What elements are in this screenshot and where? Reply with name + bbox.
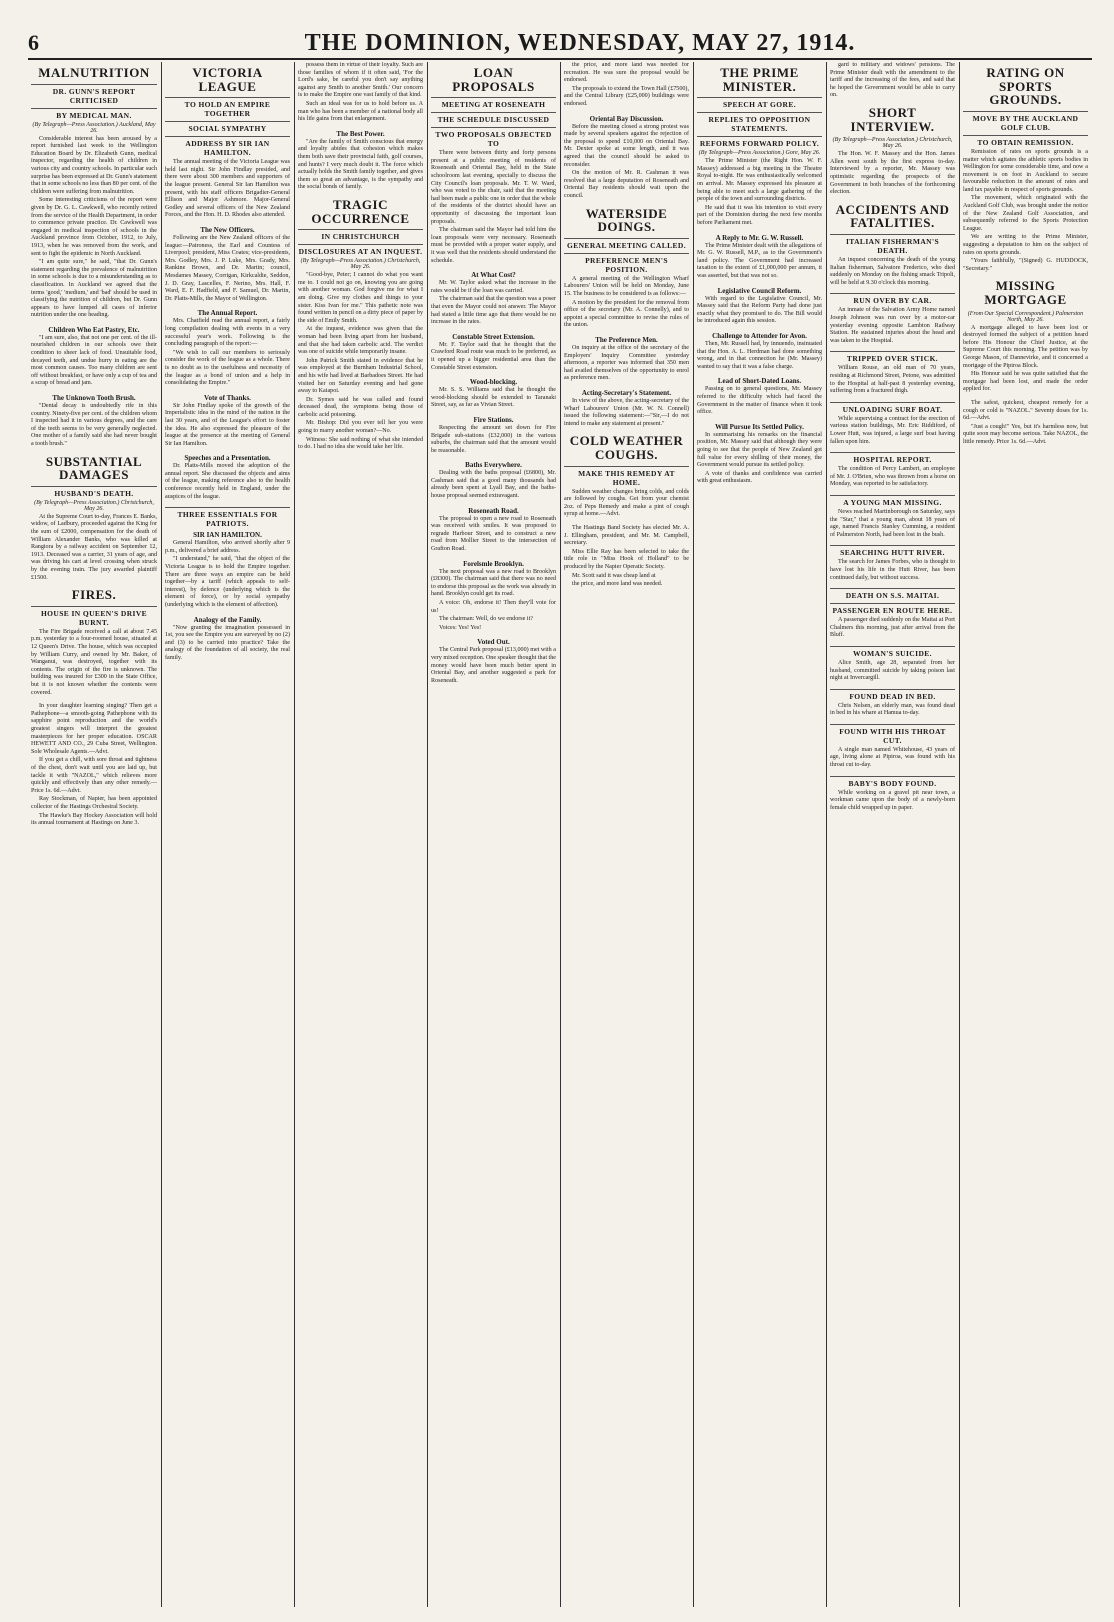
column-2 [161, 62, 293, 1607]
paragraph: "Now granting the imagination possessed in 1st, you see the Empire you are surveyed by no (2) and (3) to be carried into practice? Take the analogy of the foundation of all society, the real family. [165, 624, 290, 661]
paragraph: News reached Martinborough on Saturday, says the "Star," that a young man, about 18 years of age, named Francis Stanley Cumming, a resident of Palmerston North, had been lost in the bush. [830, 508, 955, 538]
article [697, 287, 822, 326]
column-3 [294, 62, 426, 1607]
dateline: (By Telegraph—Press Association.) Christchurch, May 26. [300, 258, 421, 271]
column-4 [427, 62, 559, 1607]
dateline: (By Telegraph—Press Association.) Gore, May 26. [698, 150, 821, 157]
paragraph: Passing on to general questions, Mr. Massey referred to the difficulty which had faced the Government in the matter of finance when it took office. [697, 386, 822, 416]
paragraph: "Dental decay is undoubtedly rife in this country. Ninety-five per cent. of the children whom I inspected had it in various degrees, and the care of the teeth seems to be very generally neglected. One mother of a family said she had never bought a tooth brush." [31, 403, 157, 448]
subheading: THREE ESSENTIALS FOR PATRIOTS. [165, 507, 290, 528]
article [830, 724, 955, 770]
article [431, 638, 556, 685]
section-heading: Forelsmle Brooklyn. [463, 559, 524, 568]
paragraph: At the inquest, evidence was given that the woman had been living apart from her husband, and that she had taken carbolic acid. The verdict was one of suicide while temporarily insane. [298, 326, 423, 356]
article [298, 62, 423, 124]
paragraph: The chairman said that the question was a poser that even the Mayor could not answer. The Mayor had stated a little time ago that there would be no increase in the rates. [431, 296, 556, 326]
section-heading: Speeches and a Presentation. [184, 454, 271, 463]
subheading: MOVE BY THE AUCKLAND GOLF CLUB. [963, 111, 1088, 132]
article [830, 452, 955, 489]
article [165, 226, 290, 303]
headline: COLD WEATHER COUGHS. [569, 433, 684, 462]
paragraph: A mortgage alleged to have been lost or destroyed formed the subject of a petition heard before His Honour the Chief Justice, at the Supreme Court this morning. The petition was by George Mason, of Dannevirke, and it concerned a mortgage of the Pipiroa Block. [963, 324, 1088, 369]
column-1 [28, 62, 160, 1607]
paragraph: Alice Smith, age 28, separated from her husband, committed suicide by taking poison last night at Invercargill. [830, 659, 955, 682]
paragraph: The search for James Forbes, who is thought to have lost his life in the Hutt River, has been continued daily, but without success. [830, 559, 955, 581]
section-heading: Vote of Thanks. [204, 393, 251, 402]
paragraph: Mr. Bishop: Did you ever tell her you were going to marry another woman?—No. [298, 420, 423, 435]
paragraph: A voice: Oh, endorse it! Then they'll vote for us! [431, 600, 556, 614]
paragraph: "We wish to call our members to seriously consider the work of the league as a whole. There is no doubt as to the usefulness and necessity of the league as a bond of union and a help in consolidating the Empire." [165, 349, 290, 387]
paragraph: Sudden weather changes bring colds, and colds are followed by coughs. Get from your chemist 2oz. of Peps Remedy and make a pint of cough syrup at home.—Advt. [564, 488, 689, 518]
section-heading: The Preference Men. [595, 335, 658, 344]
subheading: ADDRESS BY SIR IAN HAMILTON. [165, 136, 290, 157]
paragraph: Witness: She said nothing of what she intended to do. I had no idea she would take her life. [298, 436, 423, 451]
column-7 [826, 62, 958, 1607]
article [564, 389, 689, 428]
subheading: FOUND DEAD IN BED. [830, 689, 955, 701]
paragraph: Mr. Scott said it was cheap land at [572, 572, 656, 579]
article [165, 309, 290, 387]
dateline: (By Telegraph—Press Association.) Christchurch, May 26. [832, 137, 953, 150]
article [830, 203, 955, 288]
headline: RATING ON SPORTS GROUNDS. [986, 65, 1065, 108]
article [431, 378, 556, 410]
subheading: SPEECH AT GORE. [697, 97, 822, 109]
paragraph: The Prime Minister dealt with the allegations of Mr. G. W. Russell, M.P., as to the Government's land policy. The Government had increased taxation to the extent of £1,000,000 per annum, it was asserted, but that was not so. [697, 242, 822, 279]
paragraph: The condition of Percy Lambert, an employee of Mr. J. O'Brien, who was thrown from a horse on Monday, was reported to be satisfactory. [830, 466, 955, 488]
article [298, 130, 423, 192]
paragraph: In summarising his remarks on the financial position, Mr. Massey said that although they were going to see that the people of New Zealand got full value for every shilling of their money, the Government would pursue its settled policy. [697, 431, 822, 469]
section-heading: Challenge to Attender for Avon. [712, 331, 807, 340]
section-heading: Analogy of the Family. [193, 615, 262, 624]
paragraph: Before the meeting closed a strong protest was made by several speakers against the rejection of the proposal to spend £10,000 on Oriental Bay. Mr. Dexter spoke at some length, and it was agreed that the council should be asked to reconsider. [564, 123, 689, 168]
paragraph: Mr. W. Taylor asked what the increase in the rates would be if the loan was carried. [431, 280, 556, 294]
article [31, 326, 157, 388]
paragraph: The Central Park proposal (£13,000) met with a very mixed reception. One speaker thought that the money would have been much better spent in Oriental Bay, and another suggested a park for Roseneath. [431, 647, 556, 684]
paragraph: The Prime Minister (the Right Hon. W. F. Massey) addressed a big meeting in the Theatre Royal to-night. He was enthusiastically welcomed on arrival. Mr. Massey expressed his pleasure at being able to meet such a large gathering of the people of the town and surrounding districts. [697, 158, 822, 203]
headline: LOAN PROPOSALS [452, 65, 535, 94]
subheading: REFORMS FORWARD POLICY. [697, 136, 822, 148]
section-heading: The Unknown Tooth Brush. [52, 394, 136, 403]
paragraph: Remission of rates on sports grounds is a matter which agitates the athletic sports bodies in Wellington for some considerable time, and now a movement is on foot in Auckland to secure favourable reduction in the amount of rates and land tax payable in respect of sports grounds. [963, 148, 1088, 193]
article [31, 66, 157, 320]
article [431, 66, 556, 265]
subheading: IN CHRISTCHURCH [298, 229, 423, 241]
paragraph: His Honour said he was quite satisfied that the mortgage had been lost, and made the order applied for. [963, 371, 1088, 393]
paragraph: Sir John Findlay spoke of the growth of the Imperialistic idea in the mind of the nation in the last 30 years, and of the League's effort to foster the idea. He also expressed the pleasure of the league at the presence at the meeting of General Sir Ian Hamilton. [165, 402, 290, 447]
column-8 [959, 62, 1091, 1607]
article [830, 776, 955, 813]
article [830, 545, 955, 582]
subheading: FOUND WITH HIS THROAT CUT. [830, 724, 955, 745]
headline: WATERSIDE DOINGS. [585, 205, 668, 235]
article [298, 198, 423, 452]
paragraph: "I understand," he said, "that the object of the Victoria League is to hold the Empire together. There are three ways an empire can be held together—by a tariff (which appeals to self-interest), by defence (underlying which is the element of force), or by social sympathy (underlying which is the element of affection). [165, 556, 290, 608]
paragraph: The Hawke's Bay Hockey Association will hold its annual tournament at Hastings on June 3. [31, 812, 157, 827]
paragraph: possess them in virtue of their loyalty. Such are those families of whom if it often said, 'For the Lord's sake, be careful you don't say anything against any Smith to another Smith.' Our concern is to make the Empire one vast family of that kind. [298, 62, 423, 99]
section-heading: Acting-Secretary's Statement. [581, 388, 672, 397]
paragraph: On inquiry at the office of the secretary of the Employers' Inquiry Committee yesterday afternoon, a reporter was informed that 350 men had availed themselves of the opportunity to enrol as preference men. [564, 344, 689, 382]
masthead [28, 30, 1092, 60]
subheading: REPLIES TO OPPOSITION STATEMENTS. [697, 112, 822, 133]
paragraph: He said that it was his intention to visit every part of the Dominion during the next few months before Parliament met. [697, 204, 822, 227]
paragraph: While supervising a contract for the erection of various station buildings, Mr. Eric Riddiford, of Lower Hutt, was injured, a large surf boat having fallen upon him. [830, 415, 955, 445]
column-6 [693, 62, 825, 1607]
article [431, 271, 556, 327]
article [963, 400, 1088, 447]
paragraph: A vote of thanks and confidence was carried with great enthusiasm. [697, 470, 822, 485]
section-heading: Roseneath Road. [468, 506, 519, 515]
article [830, 495, 955, 539]
column-5 [560, 62, 692, 1607]
section-heading: A Reply to Mr. G. W. Russell. [715, 233, 804, 242]
section-heading: Lead of Short-Dated Loans. [717, 377, 802, 386]
headline: MISSING MORTGAGE [984, 278, 1067, 308]
paragraph: The chairman: Well, do we endorse it? [439, 616, 533, 623]
subheading: BY MEDICAL MAN. [31, 108, 157, 120]
paragraph: "Just a cough!" Yes, but it's harmless now, but quite soon may become serious. Take NAZOL, the little remedy. Price 1s. 6d.—Advt. [963, 423, 1088, 446]
article [431, 507, 556, 554]
paragraph: Chris Nelsen, an elderly man, was found dead in bed in his whare at Hamua to-day. [830, 702, 955, 717]
paragraph: The next proposal was a new road to Brooklyn (£8300). The chairman said that there was no need to endorse this proposal as the work was already in hand. Brooklyn could get its road. [431, 568, 556, 598]
subheading: DEATH ON S.S. MAITAI. [830, 588, 955, 600]
article [830, 402, 955, 446]
subheading: PASSENGER EN ROUTE HERE. [830, 603, 955, 615]
subheading: UNLOADING SURF BOAT. [830, 402, 955, 414]
article [830, 62, 955, 100]
paragraph: While working on a gravel pit near town, a workman came upon the body of a newly-born female child wrapped up in paper. [830, 789, 955, 811]
article [165, 454, 290, 501]
headline: ACCIDENTS AND FATALITIES. [835, 201, 950, 231]
paragraph: the price, and more land was needed. [572, 581, 663, 588]
subheading: TWO PROPOSALS OBJECTED TO [431, 127, 556, 148]
article [830, 106, 955, 197]
section-heading: Will Pursue Its Settled Policy. [715, 422, 804, 431]
paragraph: A single man named Whitehouse, 43 years of age, living alone at Pipiroa, was found with his throat cut to-day. [830, 746, 955, 769]
paragraph: William Rouse, an old man of 70 years, residing at Richmond Street, Petone, was admitted to the Hospital at half-past 8 yesterday evening, suffering from a fractured thigh. [830, 365, 955, 395]
subheading: ITALIAN FISHERMAN'S DEATH. [830, 234, 955, 255]
article [963, 279, 1088, 394]
headline: MALNUTRITION [38, 65, 150, 80]
paragraph: With regard to the Legislative Council, Mr. Massey said that the Reform Party had done just exactly what they promised to do. The Bill would be introduced again this session. [697, 295, 822, 325]
article [830, 689, 955, 718]
article [431, 560, 556, 633]
article [697, 423, 822, 486]
paragraph: Considerable interest has been aroused by a report furnished last week to the Wellington Education Board by Dr. Elizabeth Gunn, medical inspector, regarding the health of children in various city and country schools. In particular such surprise has been expressed at Dr. Gunn's statement that in some schools no less than 80 per cent. of the children were suffering from malnutrition. [31, 135, 157, 195]
paragraph: An inmate of the Salvation Army Home named Joseph Johnson was run over by a motor-car yesterday evening opposite Lambton Railway Station. He sustained injuries about the head and was taken to the Hospital. [830, 307, 955, 344]
subheading: TRIPPED OVER STICK. [830, 351, 955, 363]
section-heading: Legislative Council Reform. [717, 286, 802, 295]
paragraph: Mrs. Chatfield read the annual report, a fairly long compilation dealing with events in a very successful year's work. Following is the concluding paragraph of the report:— [165, 318, 290, 348]
paragraph: Such an ideal was for us to hold before us. A man who has been a member of a national body all his life gains from that enlargement. [298, 100, 423, 123]
subheading: GENERAL MEETING CALLED. [564, 238, 689, 250]
subheading: PREFERENCE MEN'S POSITION. [564, 253, 689, 274]
paragraph: We are writing to the Prime Minister, suggesting a deputation to him on the subject of rates on sports grounds. [963, 234, 1088, 256]
article [830, 646, 955, 683]
article [165, 66, 290, 220]
article [31, 588, 157, 697]
section-heading: The Best Power. [336, 129, 385, 138]
paragraph: Dealing with the baths proposal (£6800), Mr. Cashman said that a good many thousands had already been spent at Lyall Bay, and the baths-house proposal seemed extravagant. [431, 470, 556, 500]
article [697, 234, 822, 281]
article [165, 394, 290, 449]
section-heading: The Annual Report. [197, 309, 258, 318]
subheading: WOMAN'S SUICIDE. [830, 646, 955, 658]
headline: VICTORIA LEAGUE [192, 65, 263, 94]
article [564, 434, 689, 519]
article [31, 703, 157, 828]
section-heading: Fire Stations. [473, 415, 514, 424]
paragraph: A passenger died suddenly on the Maitai at Port Chalmers this morning, just after arrival from the Bluff. [830, 617, 955, 639]
section-heading: Oriental Bay Discussion. [589, 114, 664, 123]
section-heading: The New Officers. [200, 226, 255, 235]
paragraph: Mr. S. S. Williams said that he thought the wood-blocking should be extended to Taranaki Street, say, as far as Vivian Street. [431, 387, 556, 409]
article [564, 207, 689, 330]
article [31, 394, 157, 449]
headline: TRAGIC OCCURRENCE [311, 196, 410, 226]
article [830, 293, 955, 345]
dateline: (By Telegraph—Press Association.) Auckland, May 26. [32, 121, 156, 134]
paragraph: If you get a chill, with sore throat and tightness of the chest, don't wait until you are laid up, but tackle it with "NAZOL," which relieves more quickly and effectively than any other remedy.—Price 1s. 6d.—Advt. [31, 757, 157, 794]
paragraph: Dr. Symes said he was called and found deceased dead, the symptoms being those of carbolic acid poisoning. [298, 396, 423, 418]
article [564, 62, 689, 109]
paragraph: "I am sure, also, that not one per cent. of the ill-nourished children in our schools owe their condition to sheer lack of food. Unsuitable food, decayed teeth, and undue hurry in eating are the most common causes. Too many children are sent off without breakfast, or have only a cup of tea and a scrap of bread and jam. [31, 334, 157, 387]
paragraph: Following are the New Zealand officers of the league:—Patroness, the Earl and Countess of Liverpool; president, Miss Coates; vice-presidents, Mrs. Godley, Mrs. J. P. Luke, Mrs. Grady, Mrs. Rankine Brown, and Dr. Martin; council, Mesdames Massey, Corrigan, Kirkcaldie, Seddon, J. D. Gray, Lascelles, F. Nerino, Mrs. Hall, F. Ward, E. F. Hadfield, and F. Samuel, Dr. Martin, Dr. Platts-Mills, the Mayor of Wellington. [165, 235, 290, 302]
subheading: HOSPITAL REPORT. [830, 452, 955, 464]
paragraph: "Good-bye, Peter; I cannot do what you want me to. I could not go on, knowing you are going with another woman. God forgive me for what I am doing. Give my clothes and things to your sister. Kiss Ivan for me." This pathetic note was found written in pencil on a dirty piece of paper by the side of Emily Smith. [298, 272, 423, 324]
paragraph: Voices: Yes! Yes! [439, 624, 482, 631]
paragraph: The annual meeting of the Victoria League was held last night. Sir John Findlay presided, and there were about 300 members and supporters of the league present. General Sir Ian Hamilton was present, with his staff officers Brigadier-General Ellison and Major Ashmore. Major-General Godley and several officers of the New Zealand Forces, and the Hon. H. D. Rhodes also attended. [165, 159, 290, 219]
article [830, 351, 955, 395]
section-heading: Baths Everywhere. [465, 461, 522, 470]
article [564, 115, 689, 201]
paragraph: There were between thirty and forty persons present at a public meeting of residents of Roseneath and Oriental Bay, held in the State schoolroom last evening, specially to discuss the City Council's loan proposals. Mr. T. W. Ward, who was voted to the chair, said that the meeting had been made a public one in order that the whole of the residents of the district should have an opportunity of discussing the important loan proposals. [431, 150, 556, 225]
paragraph: The proposals to extend the Town Hall (£7500), and the Central Library (£25,000) buildings were endorsed. [564, 85, 689, 107]
paragraph: On the motion of Mr. R. Cashman it was resolved that a large deputation of Roseneath and Oriental Bay residents should wait upon the council. [564, 170, 689, 199]
paragraph: The movement, which originated with the Auckland Golf Club, was brought under the notice of the New Zealand Golf Association, and subsequently referred to the Sports Protection League. [963, 195, 1088, 232]
subheading: DR. GUNN'S REPORT CRITICISED [31, 84, 157, 105]
section-heading: SIR IAN HAMILTON. [193, 531, 262, 540]
paragraph: The Fire Brigade received a call at about 7.45 p.m. yesterday to a four-roomed house, situated at 12 Queen's Drive. The house, which was occupied by William Curry, and owned by Mr. Baker, of Wanganui, was destroyed, together with its contents. The origin of the fire is unknown. The building was insured for £300 in the State Office, but it is not known whether the contents were covered. [31, 628, 157, 696]
subheading: TO OBTAIN REMISSION. [963, 135, 1088, 147]
article [165, 616, 290, 663]
newspaper-title: THE DOMINION, WEDNESDAY, MAY 27, 1914. [304, 30, 856, 56]
subheading: TO HOLD AN EMPIRE TOGETHER [165, 97, 290, 118]
newspaper-columns [28, 62, 1092, 1607]
headline: FIRES. [71, 587, 117, 603]
article [830, 588, 955, 640]
subheading: SOCIAL SYMPATHY [165, 121, 290, 133]
article [697, 332, 822, 371]
article [31, 455, 157, 583]
subheading: THE SCHEDULE DISCUSSED [431, 112, 556, 124]
subheading: HOUSE IN QUEEN'S DRIVE BURNT. [31, 606, 157, 627]
paragraph: In your daughter learning singing? Then get a Pathephone—a smooth-going Pathephone with its sapphire point reproduction and the world's greatest singers will interpret the greatest masterpieces for her proper education. OSCAR HEWETT AND CO., 29 Cuba Street, Wellington. Sole Wholesale Agents.—Advt. [31, 703, 157, 755]
section-heading: Voted Out. [477, 638, 510, 647]
section-heading: Children Who Eat Pastry, Etc. [48, 325, 140, 334]
paragraph: "Yours faithfully, "(Signed) G. HUDDOCK, "Secretary." [963, 258, 1088, 272]
page-number: 6 [28, 30, 39, 55]
paragraph: "Are the family of Smith conscious that energy and loyalty abides that cohesion which makes them both save their provincial faith, golf courses, and hunts? I very much doubt it. The force which actually holds the Smith family together, and gives them so great an advantage, is the sympathy and the social bonds of family. [298, 138, 423, 191]
headline: THE PRIME MINISTER. [720, 65, 799, 94]
paragraph: In view of the above, the acting-secretary of the Wharf Labourers' Union (Mr. W. N. Connell) issued the following statement:—"Sir,—I do not intend to make any statement at present." [564, 397, 689, 427]
subheading: RUN OVER BY CAR. [830, 293, 955, 305]
paragraph: Some interesting criticisms of the report were given by Dr. G. L. Cawkwell, who recently retired from the service of the Health Department, in order to commence private practice. Dr. Cawkwell was engaged in medical inspection of schools in the Auckland province from October, 1912, to July, 1913, when he was removed from the work, and sent to fight the epidemic in North Auckland. [31, 197, 157, 257]
paragraph: Miss Ellie Ray has been selected to take the title role in "Miss Hook of Holland" to be produced by the Napier Operatic Society. [564, 548, 689, 570]
subheading: MEETING AT ROSENEATH [431, 97, 556, 109]
paragraph: the price, and more land was needed for recreation. He was sure the proposal would be endorsed. [564, 62, 689, 84]
paragraph: The Hon. W. F. Massey and the Hon. James Allen went south by the first express to-day. Interviewed by a reporter, Mr. Massey was optimistic regarding the prospects of the Government in both branches of the forthcoming election. [830, 151, 955, 196]
paragraph: The chairman said the Mayor had told him the loan proposals were very necessary. Roseneath must be provided with a proper water supply, and it was well that the residents should understand the schedule. [431, 227, 556, 264]
article [697, 66, 822, 228]
paragraph: The proposal to open a new road to Roseneath was received with smiles. It was proposed to regrade Harbour Street, and to construct a new road from Mollier Street to the intersection of Grafton Road. [431, 515, 556, 553]
paragraph: The Hastings Band Society has elected Mr. A. J. Ellingham, president, and Mr. M. Campbell, secretary. [564, 524, 689, 547]
paragraph: An inquest concerning the death of the young Italian fisherman, Salvatore Frederico, who died suddenly on Monday on the fishing smack Tripoli, will be held at 9.30 o'clock this morning. [830, 257, 955, 286]
headline: SUBSTANTIAL DAMAGES [45, 453, 143, 483]
article [431, 416, 556, 455]
subheading: DISCLOSURES AT AN INQUEST. [298, 244, 423, 256]
paragraph: Dr. Platts-Mills moved the adoption of the annual report. She discussed the objects and aims of the league, making reference also to the health conference recently held in England, under the auspices of the league. [165, 463, 290, 500]
article [431, 333, 556, 372]
subheading: A YOUNG MAN MISSING. [830, 495, 955, 507]
article [165, 507, 290, 609]
paragraph: Ray Stockman, of Napier, has been appointed collector of the Hastings Orchestral Society. [31, 796, 157, 810]
paragraph: A motion by the president for the removal from office of the secretary (Mr. A. Connelly), and to appoint a special committee to revise the rules of the union. [564, 299, 689, 329]
article [564, 525, 689, 589]
section-heading: Wood-blocking. [469, 378, 518, 387]
paragraph: John Patrick Smith stated in evidence that he was employed at the Burnham Industrial School, and his wife had lived at Barbadoes Street. He had visited her on Saturday evening and had gone away to Kaiapoi. [298, 357, 423, 395]
subheading: BABY'S BODY FOUND. [830, 776, 955, 788]
article [963, 66, 1088, 273]
paragraph: A general meeting of the Wellington Wharf Labourers' Union will be held on Monday, June 15. The business to be considered is as follows:— [564, 275, 689, 297]
subheading: MAKE THIS REMEDY AT HOME. [564, 466, 689, 487]
subheading: SEARCHING HUTT RIVER. [830, 545, 955, 557]
paragraph: The safest, quickest, cheapest remedy for a cough or cold is "NAZOL." Seventy doses for 1s. 6d.—Advt. [963, 400, 1088, 422]
paragraph: "I am quite sure," he said, "that Dr. Gunn's statement regarding the prevalence of malnutrition in some schools is due to a misunderstanding as to classification. In Auckland we agreed that the terms 'good,' 'medium,' and 'bad' should be used in classifying the nutrition of children, but Dr. Gunn appears to have lumped all cases of inferior nutrition under the one heading. [31, 259, 157, 319]
section-heading: At What Cost? [471, 271, 516, 280]
article [697, 377, 822, 416]
paragraph: Respecting the amount set down for Fire Brigade sub-stations (£32,000) in the various suburbs, the chairman said that the amount would be reasonable. [431, 424, 556, 454]
paragraph: gard to military and widows' pensions. The Prime Minister dealt with the amendment to the tariff and the increasing of the fees, and said that he hoped the Government would be able to carry on. [830, 62, 955, 99]
article [431, 461, 556, 500]
paragraph: Mr. F. Taylor said that he thought that the Crawford Road route was much to be preferred, as it opened up a bigger residential area than the Constable Street extension. [431, 341, 556, 371]
section-heading: Constable Street Extension. [452, 332, 535, 341]
paragraph: General Hamilton, who arrived shortly after 9 p.m., delivered a brief address. [165, 540, 290, 554]
article [564, 336, 689, 383]
paragraph: At the Supreme Court to-day, Frances E. Banks, widow, of Ladbury, proceeded against the King for the sum of £2000, compensation for the death of William Alexander Banks, who was killed at Rangiora by a railway accident on September 12, 1913. Deceased was a carrier, 31 years of age, and was driving his cart at level crossing when struck by the evening train. The jury awarded plaintiff £1500. [31, 513, 157, 581]
dateline: (By Telegraph—Press Association.) Christchurch, May 26. [34, 499, 154, 512]
headline: SHORT INTERVIEW. [850, 104, 935, 134]
dateline: (From Our Special Correspondent.) Palmerston North, May 26. [967, 310, 1084, 323]
subheading: HUSBAND'S DEATH. [31, 486, 157, 498]
paragraph: Then, Mr. Russell had, by innuendo, insinuated that the Hon. A. L. Herdman had done something wrong, and in that connection he (Mr. Massey) wanted to say that it was a false charge. [697, 340, 822, 370]
